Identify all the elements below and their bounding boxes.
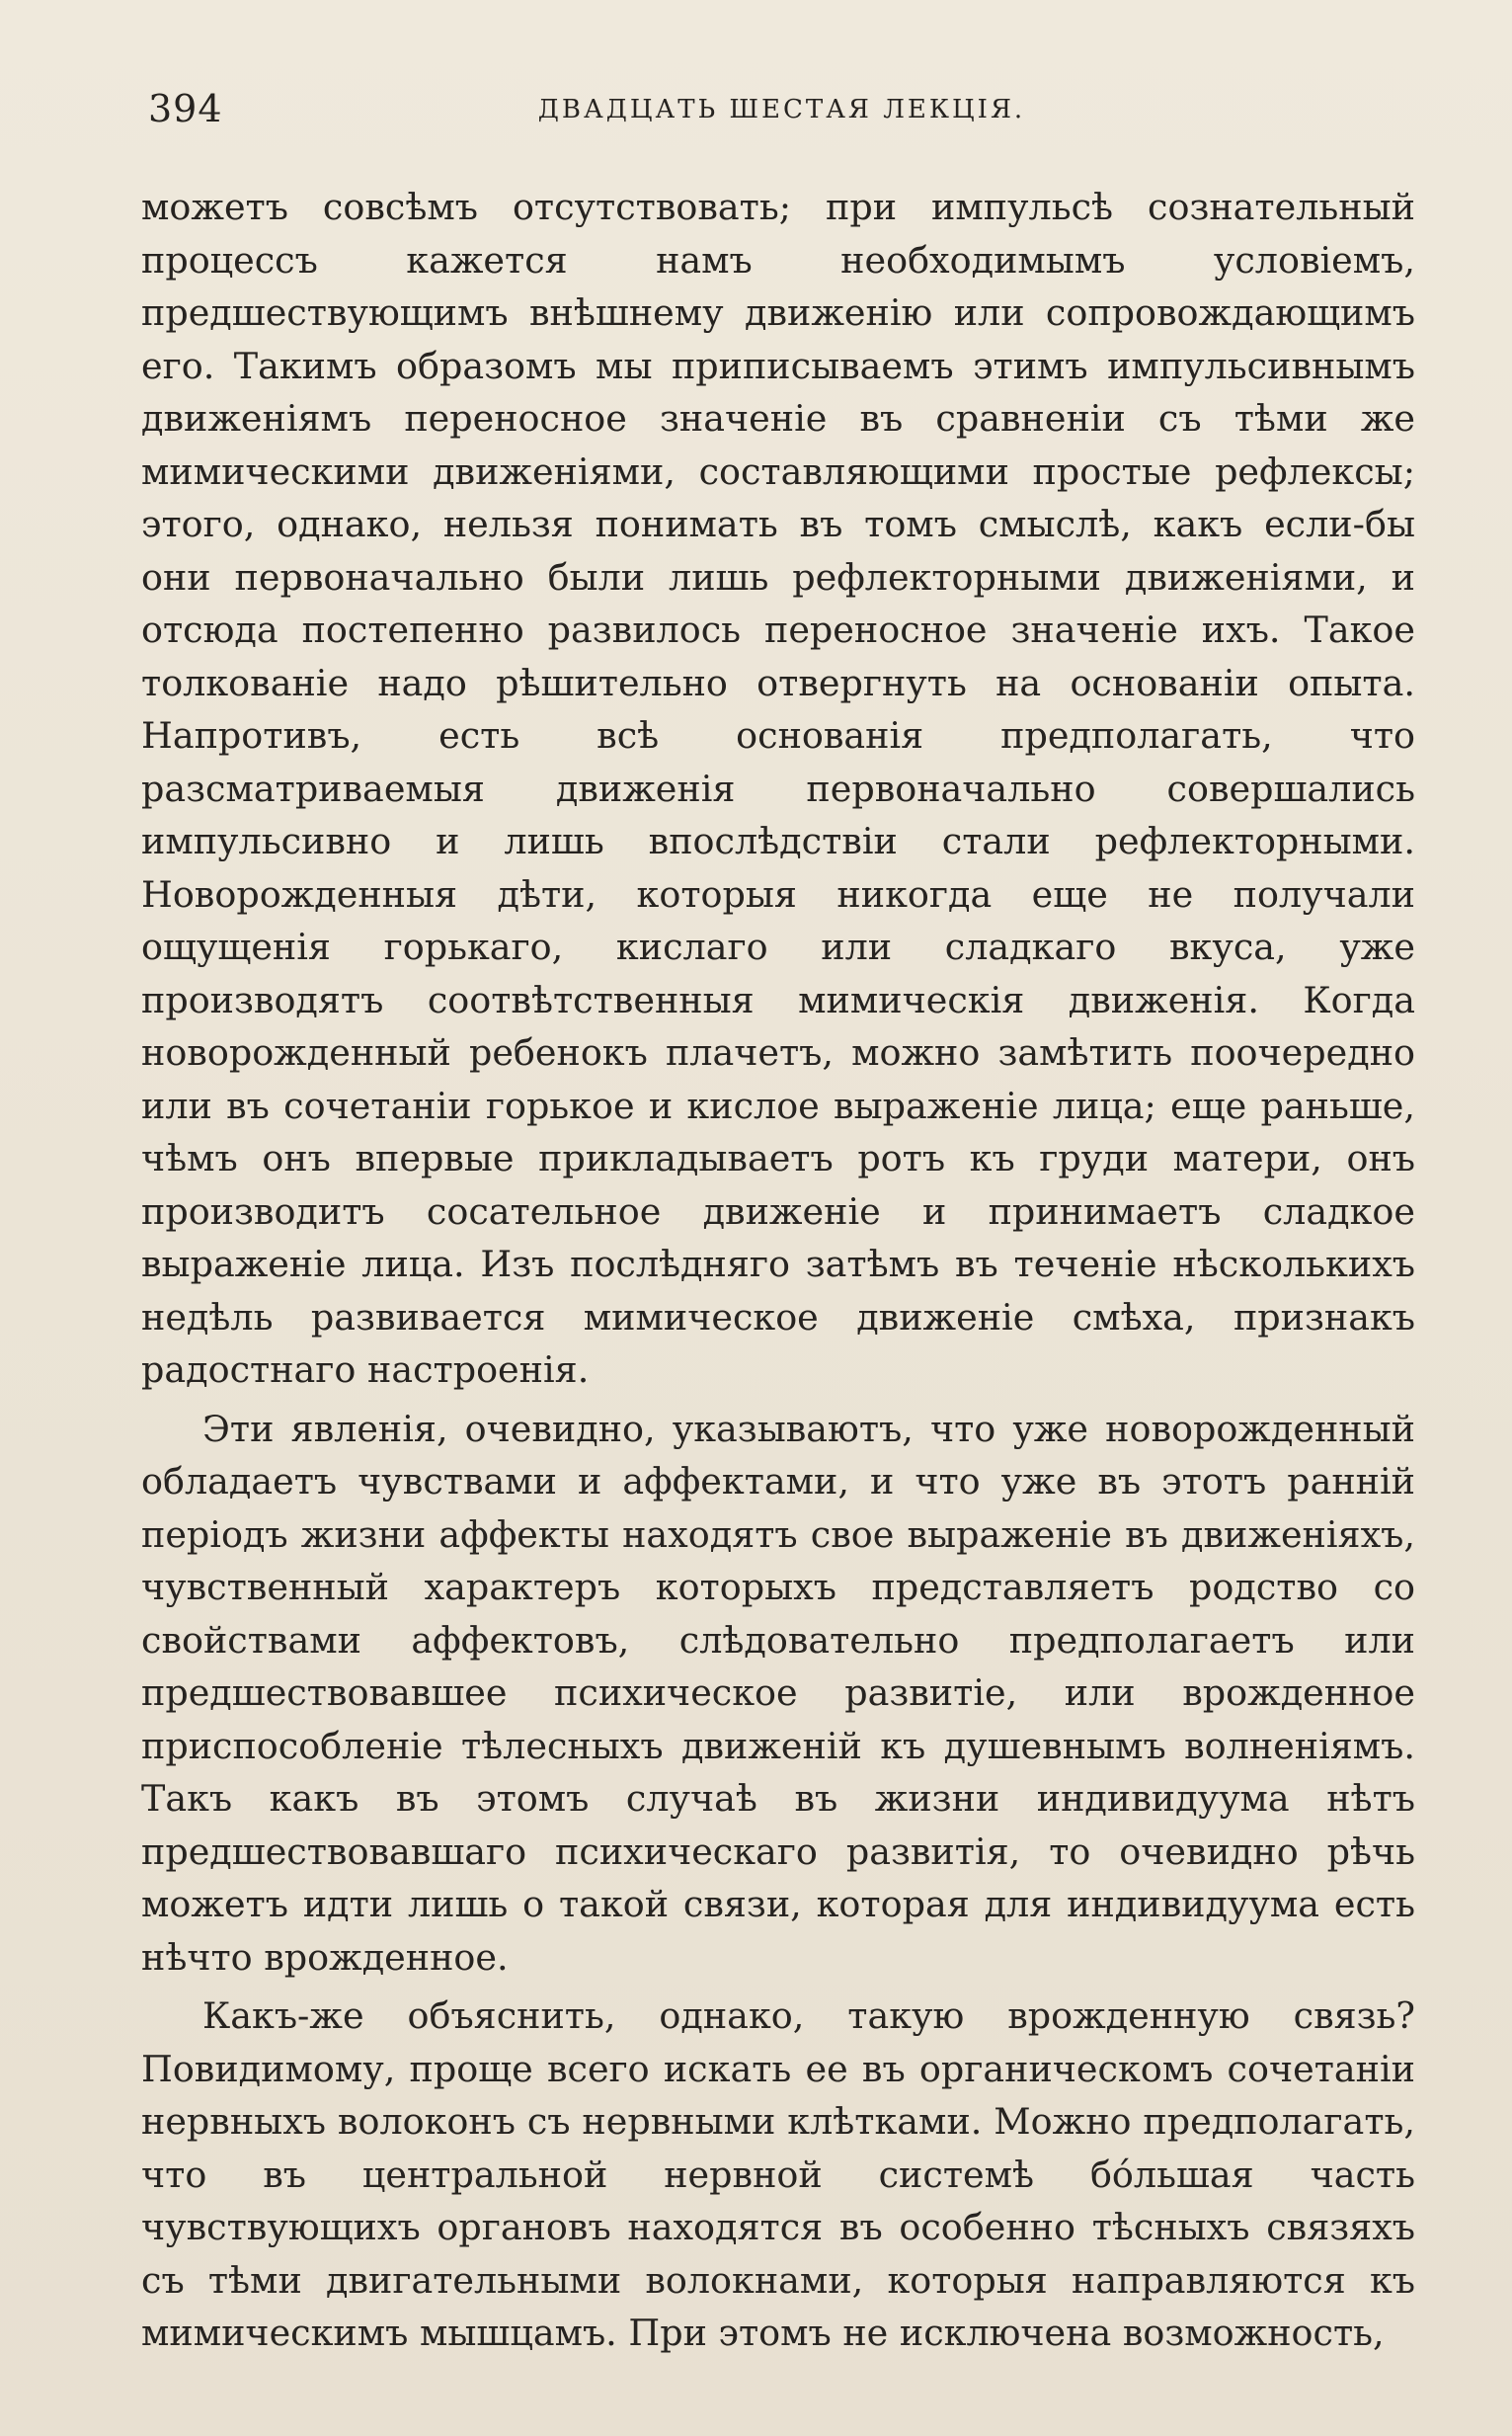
page-number: 394 [148,87,223,130]
running-head: ДВАДЦАТЬ ШЕСТАЯ ЛЕКЦІЯ. [537,95,1026,124]
body-text [141,181,1415,2360]
paragraph-1: можетъ совсѣмъ отсутствовать; при импульсѣ сознательный процессъ кажется намъ необходимымъ условіемъ, предшествующимъ внѣшнему движенію или сопровождающимъ его. Такимъ образомъ мы приписываемъ этимъ импульсивнымъ движеніямъ переносное значеніе въ сравненіи съ тѣми же мимическими движеніями, составляющими простые рефлексы; этого, однако, нельзя понимать въ томъ смыслѣ, какъ если-бы они первоначально были лишь рефлекторными движеніями, и отсюда постепенно развилось переносное значеніе ихъ. Такое толкованіе надо рѣшительно отвергнуть на основаніи опыта. Напротивъ, есть всѣ основанія предполагать, что разсматриваемыя движенія первоначально совершались импульсивно и лишь впослѣдствіи стали рефлекторными. Новорожденныя дѣти, которыя никогда еще не получали ощущенія горькаго, кислаго или сладкаго вкуса, уже производятъ соотвѣтственныя мимическія движенія. Когда новорожденный ребенокъ плачетъ, можно замѣтить поочередно или въ сочетаніи горькое и кислое выраженіе лица; еще раньше, чѣмъ онъ впервые прикладываетъ ротъ къ груди матери, онъ производитъ сосательное движеніе и принимаетъ сладкое выраженіе лица. Изъ послѣдняго затѣмъ въ теченіе нѣсколькихъ недѣль развивается мимическое движеніе смѣха, признакъ радостнаго настроенія. [141,186,1415,1391]
paragraph-3: Какъ-же объяснить, однако, такую врожденную связь? Повидимому, проще всего искать ее въ органическомъ сочетаніи нервныхъ волоконъ съ нервными клѣтками. Можно предполагать, что въ центральной нервной системѣ бóльшая часть чувствующихъ органовъ находятся въ особенно тѣсныхъ связяхъ съ тѣми двигательными волокнами, которыя направляются къ мимическимъ мышцамъ. При этомъ не исключена возможность, [141,1994,1415,2354]
paragraph-2: Эти явленія, очевидно, указываютъ, что уже новорожденный обладаетъ чувствами и аффектами, и что уже въ этотъ ранній періодъ жизни аффекты находятъ свое выраженіе въ движеніяхъ, чувственный характеръ которыхъ представляетъ родство со свойствами аффектовъ, слѣдовательно предполагаетъ или предшествовавшее психическое развитіе, или врожденное приспособленіе тѣлесныхъ движеній къ душевнымъ волненіямъ. Такъ какъ въ этомъ случаѣ въ жизни индивидуума нѣтъ предшествовавшаго психическаго развитія, то очевидно рѣчь можетъ идти лишь о такой связи, которая для индивидуума есть нѣчто врожденное. [141,1407,1415,1979]
page-header [148,87,1415,136]
